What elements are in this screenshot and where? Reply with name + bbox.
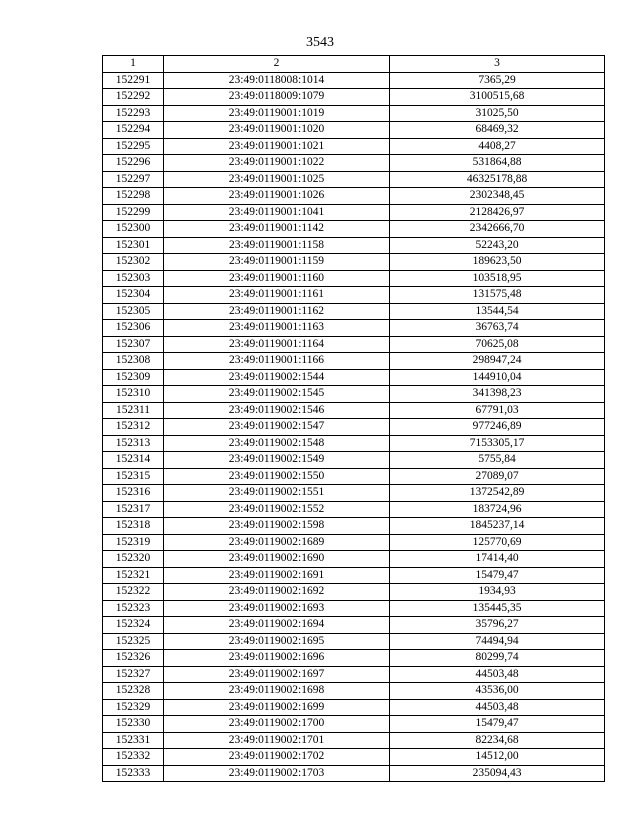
column-header-1: 1	[103, 56, 164, 73]
cadastral-number-cell: 23:49:0119001:1021	[164, 138, 390, 155]
table-row	[103, 633, 605, 650]
value-cell: 31025,50	[390, 105, 605, 122]
row-number-cell: 152309	[103, 369, 164, 386]
value-cell: 144910,04	[390, 369, 605, 386]
value-cell: 235094,43	[390, 765, 605, 782]
row-number-cell: 152327	[103, 666, 164, 683]
cadastral-number-cell: 23:49:0119001:1163	[164, 320, 390, 337]
cadastral-number-cell: 23:49:0119001:1160	[164, 270, 390, 287]
row-number-cell: 152329	[103, 699, 164, 716]
table-row	[103, 254, 605, 271]
cadastral-number-cell: 23:49:0119002:1691	[164, 567, 390, 584]
table-row	[103, 501, 605, 518]
row-number-cell: 152322	[103, 584, 164, 601]
table-row	[103, 600, 605, 617]
value-cell: 68469,32	[390, 122, 605, 139]
row-number-cell: 152332	[103, 749, 164, 766]
value-cell: 82234,68	[390, 732, 605, 749]
value-cell: 298947,24	[390, 353, 605, 370]
row-number-cell: 152293	[103, 105, 164, 122]
table-row	[103, 452, 605, 469]
table-row	[103, 237, 605, 254]
cadastral-number-cell: 23:49:0119002:1549	[164, 452, 390, 469]
cadastral-number-cell: 23:49:0118008:1014	[164, 72, 390, 89]
row-number-cell: 152295	[103, 138, 164, 155]
value-cell: 67791,03	[390, 402, 605, 419]
table-row	[103, 584, 605, 601]
value-cell: 2302348,45	[390, 188, 605, 205]
table-row	[103, 204, 605, 221]
value-cell: 183724,96	[390, 501, 605, 518]
table-row	[103, 369, 605, 386]
value-cell: 70625,08	[390, 336, 605, 353]
cadastral-number-cell: 23:49:0119001:1162	[164, 303, 390, 320]
cadastral-number-cell: 23:49:0119002:1550	[164, 468, 390, 485]
table-row	[103, 765, 605, 782]
value-cell: 7365,29	[390, 72, 605, 89]
value-cell: 27089,07	[390, 468, 605, 485]
row-number-cell: 152300	[103, 221, 164, 238]
table-row	[103, 567, 605, 584]
table-row	[103, 287, 605, 304]
table-row	[103, 122, 605, 139]
cadastral-number-cell: 23:49:0119002:1546	[164, 402, 390, 419]
cadastral-number-cell: 23:49:0119002:1689	[164, 534, 390, 551]
table-row	[103, 105, 605, 122]
row-number-cell: 152291	[103, 72, 164, 89]
row-number-cell: 152313	[103, 435, 164, 452]
row-number-cell: 152330	[103, 716, 164, 733]
cadastral-number-cell: 23:49:0119002:1701	[164, 732, 390, 749]
table-row	[103, 221, 605, 238]
cadastral-number-cell: 23:49:0119001:1022	[164, 155, 390, 172]
value-cell: 1845237,14	[390, 518, 605, 535]
cadastral-number-cell: 23:49:0119002:1598	[164, 518, 390, 535]
cadastral-number-cell: 23:49:0119002:1545	[164, 386, 390, 403]
row-number-cell: 152299	[103, 204, 164, 221]
row-number-cell: 152317	[103, 501, 164, 518]
cadastral-number-cell: 23:49:0119001:1019	[164, 105, 390, 122]
value-cell: 131575,48	[390, 287, 605, 304]
table-row	[103, 716, 605, 733]
row-number-cell: 152323	[103, 600, 164, 617]
value-cell: 135445,35	[390, 600, 605, 617]
value-cell: 189623,50	[390, 254, 605, 271]
cadastral-number-cell: 23:49:0119002:1694	[164, 617, 390, 634]
row-number-cell: 152310	[103, 386, 164, 403]
value-cell: 2128426,97	[390, 204, 605, 221]
table-row	[103, 699, 605, 716]
row-number-cell: 152292	[103, 89, 164, 106]
value-cell: 15479,47	[390, 567, 605, 584]
value-cell: 13544,54	[390, 303, 605, 320]
table-row	[103, 617, 605, 634]
cadastral-number-cell: 23:49:0119002:1702	[164, 749, 390, 766]
value-cell: 43536,00	[390, 683, 605, 700]
cadastral-number-cell: 23:49:0119002:1698	[164, 683, 390, 700]
row-number-cell: 152303	[103, 270, 164, 287]
table-row	[103, 155, 605, 172]
cadastral-number-cell: 23:49:0119001:1041	[164, 204, 390, 221]
row-number-cell: 152312	[103, 419, 164, 436]
cadastral-number-cell: 23:49:0119002:1692	[164, 584, 390, 601]
table-row	[103, 468, 605, 485]
value-cell: 5755,84	[390, 452, 605, 469]
value-cell: 1372542,89	[390, 485, 605, 502]
cadastral-number-cell: 23:49:0119002:1696	[164, 650, 390, 667]
table-row	[103, 270, 605, 287]
cadastral-number-cell: 23:49:0119001:1164	[164, 336, 390, 353]
value-cell: 2342666,70	[390, 221, 605, 238]
cadastral-number-cell: 23:49:0119001:1161	[164, 287, 390, 304]
cadastral-number-cell: 23:49:0119001:1158	[164, 237, 390, 254]
cadastral-number-cell: 23:49:0119002:1700	[164, 716, 390, 733]
table-row	[103, 303, 605, 320]
row-number-cell: 152305	[103, 303, 164, 320]
cadastral-number-cell: 23:49:0119001:1020	[164, 122, 390, 139]
cadastral-number-cell: 23:49:0119001:1166	[164, 353, 390, 370]
row-number-cell: 152319	[103, 534, 164, 551]
row-number-cell: 152301	[103, 237, 164, 254]
cadastral-number-cell: 23:49:0118009:1079	[164, 89, 390, 106]
table-row	[103, 419, 605, 436]
row-number-cell: 152331	[103, 732, 164, 749]
table-row	[103, 650, 605, 667]
table-row	[103, 89, 605, 106]
table-body	[103, 72, 605, 782]
row-number-cell: 152321	[103, 567, 164, 584]
cadastral-number-cell: 23:49:0119001:1142	[164, 221, 390, 238]
cadastral-number-cell: 23:49:0119002:1548	[164, 435, 390, 452]
cadastral-number-cell: 23:49:0119001:1159	[164, 254, 390, 271]
cadastral-number-cell: 23:49:0119002:1699	[164, 699, 390, 716]
cadastral-number-cell: 23:49:0119002:1690	[164, 551, 390, 568]
table-row	[103, 518, 605, 535]
table-row	[103, 435, 605, 452]
cadastral-number-cell: 23:49:0119002:1547	[164, 419, 390, 436]
value-cell: 44503,48	[390, 666, 605, 683]
row-number-cell: 152294	[103, 122, 164, 139]
value-cell: 3100515,68	[390, 89, 605, 106]
value-cell: 80299,74	[390, 650, 605, 667]
value-cell: 14512,00	[390, 749, 605, 766]
table-row	[103, 666, 605, 683]
value-cell: 341398,23	[390, 386, 605, 403]
table-row	[103, 732, 605, 749]
row-number-cell: 152325	[103, 633, 164, 650]
table-row	[103, 402, 605, 419]
value-cell: 977246,89	[390, 419, 605, 436]
row-number-cell: 152314	[103, 452, 164, 469]
value-cell: 46325178,88	[390, 171, 605, 188]
value-cell: 36763,74	[390, 320, 605, 337]
cadastral-number-cell: 23:49:0119002:1544	[164, 369, 390, 386]
row-number-cell: 152311	[103, 402, 164, 419]
value-cell: 4408,27	[390, 138, 605, 155]
row-number-cell: 152307	[103, 336, 164, 353]
table-row	[103, 320, 605, 337]
table-row	[103, 534, 605, 551]
cadastral-number-cell: 23:49:0119002:1693	[164, 600, 390, 617]
table-row	[103, 551, 605, 568]
column-header-2: 2	[164, 56, 390, 73]
cadastral-number-cell: 23:49:0119002:1551	[164, 485, 390, 502]
table-row	[103, 171, 605, 188]
row-number-cell: 152316	[103, 485, 164, 502]
cadastral-number-cell: 23:49:0119002:1695	[164, 633, 390, 650]
table-row	[103, 72, 605, 89]
table-row	[103, 336, 605, 353]
value-cell: 531864,88	[390, 155, 605, 172]
header-row	[103, 56, 605, 73]
row-number-cell: 152297	[103, 171, 164, 188]
table-row	[103, 353, 605, 370]
row-number-cell: 152302	[103, 254, 164, 271]
value-cell: 103518,95	[390, 270, 605, 287]
value-cell: 44503,48	[390, 699, 605, 716]
row-number-cell: 152315	[103, 468, 164, 485]
value-cell: 35796,27	[390, 617, 605, 634]
table-row	[103, 188, 605, 205]
page-number: 3543	[306, 35, 334, 50]
row-number-cell: 152326	[103, 650, 164, 667]
registry-table	[102, 55, 605, 782]
cadastral-number-cell: 23:49:0119001:1025	[164, 171, 390, 188]
cadastral-number-cell: 23:49:0119002:1697	[164, 666, 390, 683]
table-row	[103, 749, 605, 766]
row-number-cell: 152308	[103, 353, 164, 370]
value-cell: 1934,93	[390, 584, 605, 601]
row-number-cell: 152320	[103, 551, 164, 568]
table-row	[103, 386, 605, 403]
column-header-3: 3	[390, 56, 605, 73]
cadastral-number-cell: 23:49:0119002:1703	[164, 765, 390, 782]
row-number-cell: 152304	[103, 287, 164, 304]
row-number-cell: 152306	[103, 320, 164, 337]
value-cell: 52243,20	[390, 237, 605, 254]
table-row	[103, 138, 605, 155]
cadastral-number-cell: 23:49:0119002:1552	[164, 501, 390, 518]
cadastral-number-cell: 23:49:0119001:1026	[164, 188, 390, 205]
row-number-cell: 152298	[103, 188, 164, 205]
row-number-cell: 152333	[103, 765, 164, 782]
value-cell: 125770,69	[390, 534, 605, 551]
value-cell: 17414,40	[390, 551, 605, 568]
value-cell: 74494,94	[390, 633, 605, 650]
value-cell: 7153305,17	[390, 435, 605, 452]
value-cell: 15479,47	[390, 716, 605, 733]
table-row	[103, 485, 605, 502]
row-number-cell: 152318	[103, 518, 164, 535]
row-number-cell: 152296	[103, 155, 164, 172]
table-row	[103, 683, 605, 700]
row-number-cell: 152324	[103, 617, 164, 634]
row-number-cell: 152328	[103, 683, 164, 700]
